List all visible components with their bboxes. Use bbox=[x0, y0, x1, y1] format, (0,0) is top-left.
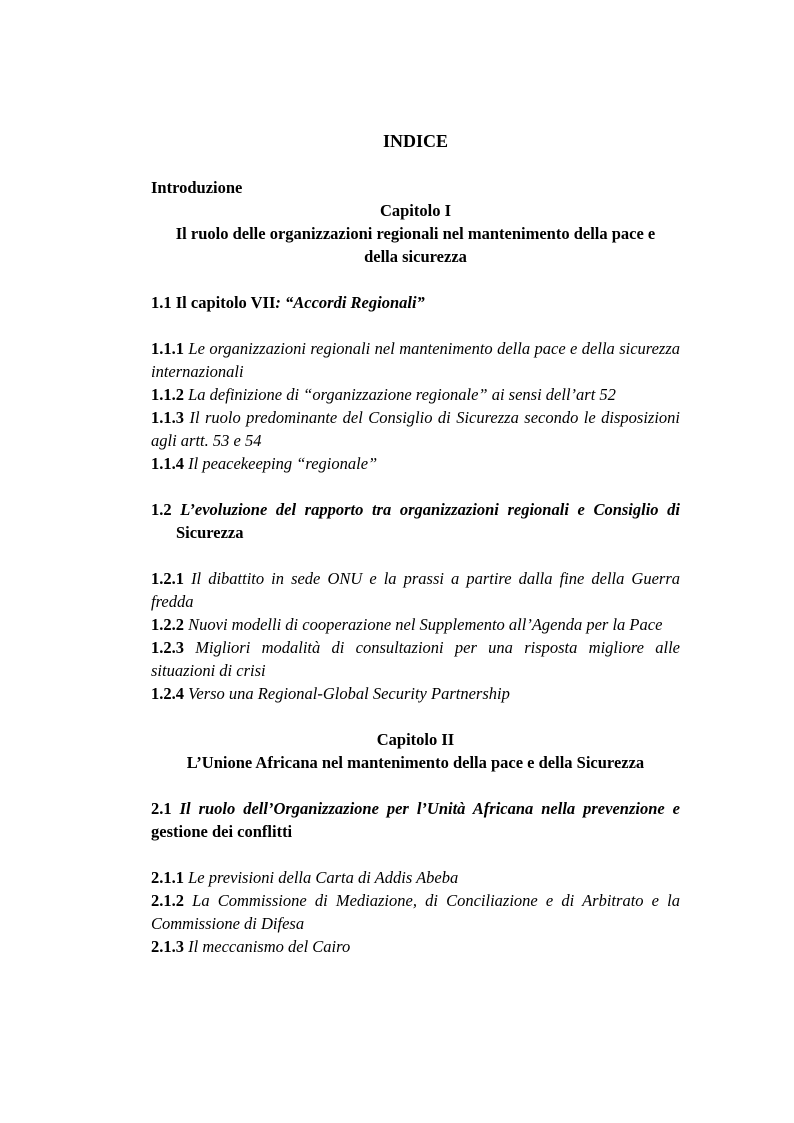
entry-title: : “Accordi Regionali” bbox=[275, 293, 425, 312]
toc-entry-1-1-3 bbox=[151, 406, 680, 452]
index-title: INDICE bbox=[382, 131, 448, 151]
toc-entry-1-2-2 bbox=[151, 613, 680, 636]
toc-entry-1-2-3 bbox=[151, 636, 680, 682]
toc-entry-2-1-1 bbox=[151, 866, 680, 889]
toc-entry-1-1-1 bbox=[151, 337, 680, 383]
toc-entry-1-2 bbox=[151, 498, 680, 544]
toc-entry-1-1-4 bbox=[151, 452, 680, 475]
entry-title: L’evoluzione del rapporto tra organizzazioni regionali e Consiglio di bbox=[180, 500, 680, 519]
entry-number: 2.1 bbox=[151, 799, 172, 818]
entry-title-rest: Sicurezza bbox=[176, 523, 244, 542]
toc-entry-2-1 bbox=[151, 797, 680, 843]
entry-number: 1.1.3 bbox=[151, 408, 184, 427]
toc-entry-2-1-3 bbox=[151, 935, 680, 958]
chapter1-title-line1: Il ruolo delle organizzazioni regionali nel mantenimento della pace e bbox=[175, 224, 656, 243]
entry-number: 2.1.1 bbox=[151, 868, 184, 887]
entry-title: La definizione di “organizzazione regionale” ai sensi dell’art 52 bbox=[188, 385, 616, 404]
entry-number: 1.2.4 bbox=[151, 684, 184, 703]
entry-number: 1.1.1 bbox=[151, 339, 184, 358]
entry-title: Le organizzazioni regionali nel mantenimento della pace e della sicurezza internazionali bbox=[151, 339, 681, 381]
entry-title: Verso una Regional-Global Security Partnership bbox=[188, 684, 510, 703]
toc-entry-1-1-2 bbox=[151, 383, 680, 406]
chapter2-title: L’Unione Africana nel mantenimento della pace e della Sicurezza bbox=[186, 753, 645, 772]
table-of-contents bbox=[151, 128, 680, 958]
entry-number: 1.1.2 bbox=[151, 385, 184, 404]
chapter1-title-line2: della sicurezza bbox=[364, 247, 467, 266]
intro-entry: Introduzione bbox=[151, 178, 243, 197]
entry-title: La Commissione di Mediazione, di Conciliazione e di Arbitrato e la Commissione di Difesa bbox=[151, 891, 681, 933]
toc-entry-1-1 bbox=[151, 291, 680, 314]
toc-entry-1-2-4 bbox=[151, 682, 680, 705]
entry-number: 1.2.1 bbox=[151, 569, 184, 588]
entry-number: 1.2 bbox=[151, 500, 172, 519]
entry-number: 2.1.2 bbox=[151, 891, 184, 910]
entry-title: Il dibattito in sede ONU e la prassi a partire dalla fine della Guerra fredda bbox=[151, 569, 681, 611]
entry-title: Il meccanismo del Cairo bbox=[188, 937, 351, 956]
entry-number: 1.2.2 bbox=[151, 615, 184, 634]
entry-title: Il peacekeeping “regionale” bbox=[188, 454, 378, 473]
entry-number: 1.2.3 bbox=[151, 638, 184, 657]
entry-title-rest: gestione dei conflitti bbox=[151, 822, 293, 841]
entry-number: 1.1.4 bbox=[151, 454, 184, 473]
entry-number: 2.1.3 bbox=[151, 937, 184, 956]
entry-title: Le previsioni della Carta di Addis Abeba bbox=[188, 868, 459, 887]
toc-entry-1-2-1 bbox=[151, 567, 680, 613]
chapter2-label: Capitolo II bbox=[376, 730, 455, 749]
chapter1-label: Capitolo I bbox=[379, 201, 452, 220]
entry-title: Il ruolo predominante del Consiglio di Sicurezza secondo le disposizioni agli artt. 53 e 54 bbox=[151, 408, 680, 450]
entry-title: Nuovi modelli di cooperazione nel Supplemento all’Agenda per la Pace bbox=[188, 615, 663, 634]
entry-title: Il ruolo dell’Organizzazione per l’Unità Africana nella prevenzione e bbox=[179, 799, 680, 818]
entry-number: 1.1 Il capitolo VII bbox=[151, 293, 276, 312]
toc-entry-2-1-2 bbox=[151, 889, 680, 935]
entry-title: Migliori modalità di consultazioni per una risposta migliore alle situazioni di crisi bbox=[151, 638, 680, 680]
